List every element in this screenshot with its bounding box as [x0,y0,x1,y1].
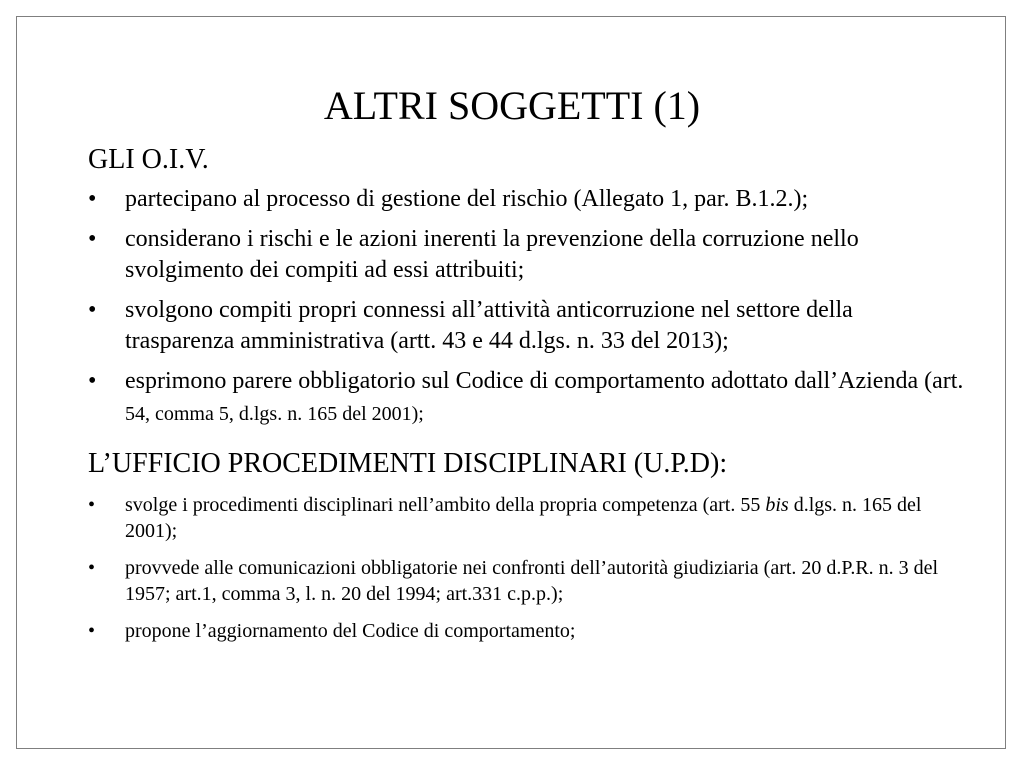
list-item-text: d.lgs. n. 165 del 2001); [125,494,922,542]
list-item [88,366,968,430]
bullet-icon: • [88,226,97,252]
list-item [88,184,968,215]
section-heading-upd: L’UFFICIO PROCEDIMENTI DISCIPLINARI (U.P.D): [88,448,728,479]
list-item-text: propone l’aggiornamento del Codice di comportamento; [125,620,576,642]
list-item [88,618,968,644]
list-item [88,492,968,544]
slide-title: ALTRI SOGGETTI (1) [323,83,701,128]
list-item [88,224,968,286]
bullet-icon: • [88,186,97,212]
upd-bullet-list [88,492,968,644]
slide-content [88,142,968,644]
list-item-text: partecipano al processo di gestione del rischio (Allegato 1, par. B.1.2.); [125,186,809,212]
bullet-icon: • [88,368,97,394]
list-item-text: esprimono parere obbligatorio sul Codice di comportamento adottato dall’Azienda (art. [125,368,964,394]
list-item-text: considerano i rischi e le azioni inerenti la prevenzione della corruzione nello svolgimento dei compiti ad essi attribuiti; [125,226,859,283]
bullet-icon: • [88,557,96,579]
list-item-text: svolgono compiti propri connessi all’attività anticorruzione nel settore della trasparenza amministrativa (artt. 43 e 44 d.lgs. n. 33 del 2013); [125,297,853,354]
list-item-italic-text: bis [765,494,789,516]
oiv-bullet-list [88,184,968,430]
list-item-text-small: 54, comma 5, d.lgs. n. 165 del 2001); [125,403,424,425]
bullet-icon: • [88,297,97,323]
bullet-icon: • [88,620,96,642]
bullet-icon: • [88,494,96,516]
list-item-text: provvede alle comunicazioni obbligatorie nei confronti dell’autorità giudiziaria (art. 20 d.P.R. n. 3 del 1957; art.1, comma 3, l. n. 20 del 1994; art.331 c.p.p.); [125,557,939,605]
list-item-text: svolge i procedimenti disciplinari nell’ambito della propria competenza (art. 55 [125,494,766,516]
list-item [88,555,968,607]
section-heading-oiv: GLI O.I.V. [88,144,209,175]
list-item [88,295,968,357]
